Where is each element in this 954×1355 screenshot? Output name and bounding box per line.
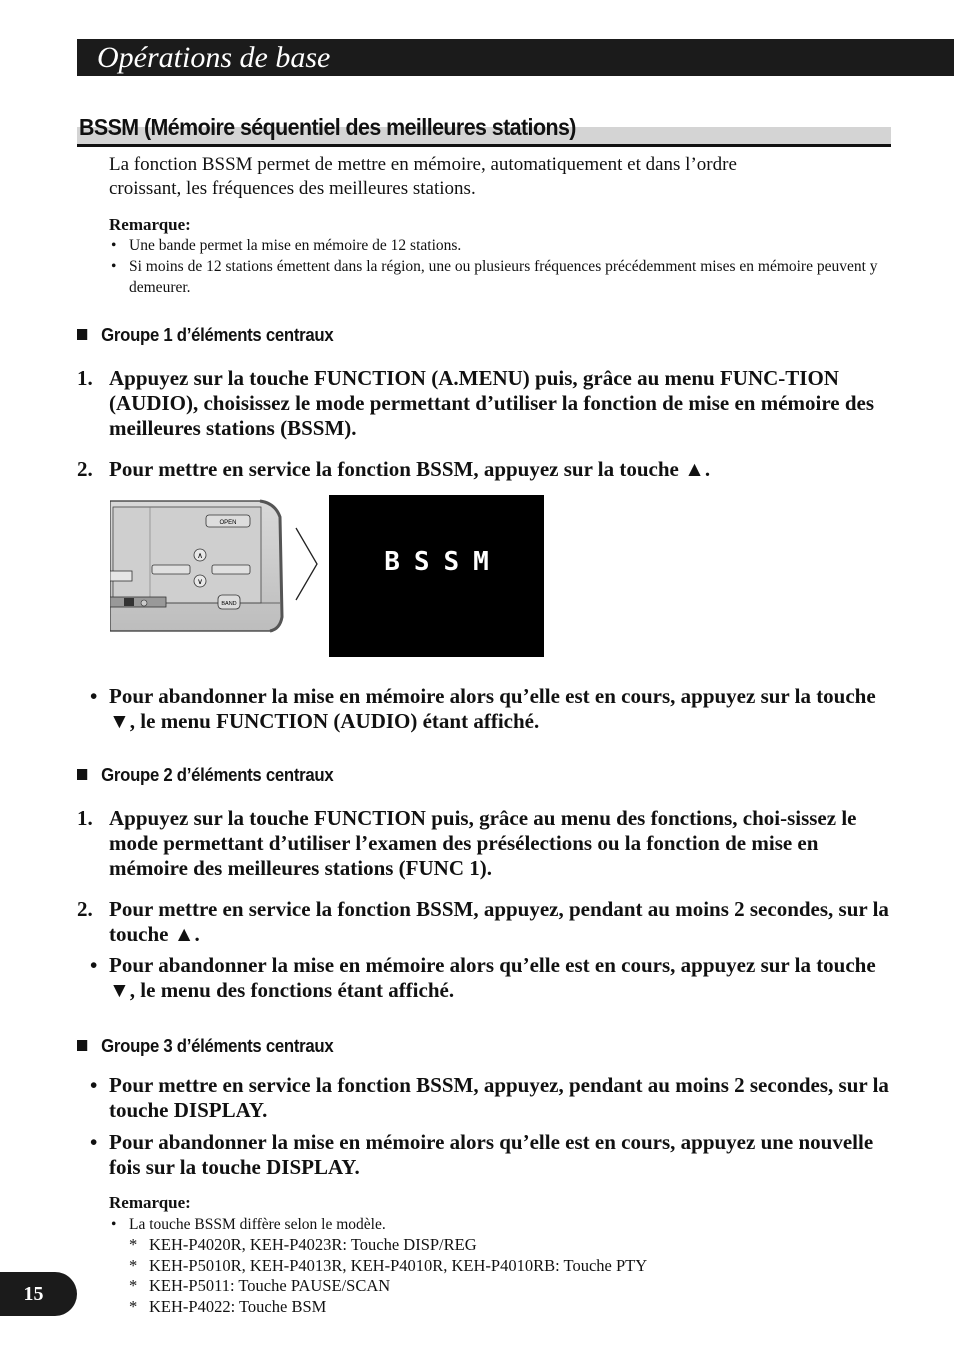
group3-bullet-2 — [77, 1130, 899, 1180]
note1-item-text: Une bande permet la mise en mémoire de 12 stations. — [129, 237, 462, 254]
model-text: KEH-P5010R, KEH-P4013R, KEH-P4010R, KEH-P4010RB: Touche PTY — [149, 1256, 648, 1275]
group1-bullet — [77, 684, 899, 734]
group2-step-1 — [77, 806, 899, 881]
bullet-mark: • — [90, 684, 98, 708]
bullet-text: Pour mettre en service la fonction BSSM, appuyez, pendant au moins 2 secondes, sur la touche DISPLAY. — [109, 1073, 889, 1122]
group2-bullet — [77, 953, 899, 1003]
step-text: Appuyez sur la touche FUNCTION puis, grâce au menu des fonctions, choi-sissez le mode permettant d’utiliser l’examen des présélections ou la fonction de mise en mémoire des meilleures stations (FUNC 1). — [109, 806, 857, 880]
group2-title: Groupe 2 d’éléments centraux — [101, 765, 334, 785]
down-button-label: ∨ — [197, 577, 203, 586]
step-text: Pour mettre en service la fonction BSSM, appuyez sur la touche ▲. — [109, 457, 711, 481]
model-line — [129, 1297, 326, 1318]
section-title: BSSM (Mémoire séquentiel des meilleures stations) — [79, 114, 576, 140]
group1-heading — [77, 325, 333, 346]
group3-bullet-1 — [77, 1073, 899, 1123]
bullet-mark: • — [90, 1073, 98, 1097]
bullet-text: Pour abandonner la mise en mémoire alors qu’elle est en cours, appuyez sur la touche ▼, le menu FUNCTION (AUDIO) étant affiché. — [109, 684, 876, 733]
asterisk-mark: * — [129, 1235, 138, 1254]
model-text: KEH-P4022: Touche BSM — [149, 1297, 327, 1316]
model-line — [129, 1235, 477, 1256]
group2-step-2 — [77, 897, 899, 947]
note1-item-text: Si moins de 12 stations émettent dans la région, une ou plusieurs fréquences précédemment mises en mémoire peuvent y demeurer. — [129, 258, 878, 296]
note1-item — [109, 236, 889, 257]
asterisk-mark: * — [129, 1256, 138, 1275]
arrow-right-icon — [295, 527, 319, 601]
note2-item — [109, 1215, 889, 1236]
up-button-label: ∧ — [197, 551, 203, 560]
page-header-title: Opérations de base — [97, 41, 331, 74]
square-bullet-icon — [77, 1040, 87, 1051]
section-heading — [77, 113, 891, 147]
square-bullet-icon — [77, 329, 87, 340]
model-text: KEH-P4020R, KEH-P4023R: Touche DISP/REG — [149, 1235, 477, 1254]
bullet-mark: • — [111, 258, 117, 275]
page-number: 15 — [23, 1283, 44, 1305]
asterisk-mark: * — [129, 1297, 138, 1316]
section-heading-rule — [77, 144, 891, 147]
band-button-label: BAND — [221, 601, 237, 607]
bullet-mark: • — [111, 237, 117, 254]
head-unit-illustration — [110, 497, 286, 633]
note1-item — [109, 257, 889, 298]
bullet-text: Pour abandonner la mise en mémoire alors qu’elle est en cours, appuyez une nouvelle fois sur la touche DISPLAY. — [109, 1130, 874, 1179]
bullet-text: Pour abandonner la mise en mémoire alors qu’elle est en cours, appuyez sur la touche ▼, le menu des fonctions étant affiché. — [109, 953, 876, 1002]
bullet-mark: • — [111, 1216, 117, 1233]
model-line — [129, 1256, 647, 1277]
step-number: 2. — [77, 457, 93, 481]
group1-step-2 — [77, 457, 899, 482]
page-number-tab — [0, 1272, 77, 1316]
bssm-display-panel — [329, 495, 544, 657]
intro-line-1: La fonction BSSM permet de mettre en mémoire, automatiquement et dans l’ordre — [109, 154, 737, 175]
note2-item-text: La touche BSSM diffère selon le modèle. — [129, 1216, 386, 1233]
model-line — [129, 1276, 390, 1297]
step-number: 1. — [77, 366, 93, 390]
step-text: Appuyez sur la touche FUNCTION (A.MENU) puis, grâce au menu FUNC-TION (AUDIO), choisissez le mode permettant d’utiliser la fonction de mise en mémoire des meilleures stations (BSSM). — [109, 366, 875, 440]
open-button-label: OPEN — [219, 520, 237, 526]
group2-heading — [77, 765, 333, 786]
group3-heading — [77, 1036, 333, 1057]
group1-step-1 — [77, 366, 899, 441]
model-text: KEH-P5011: Touche PAUSE/SCAN — [149, 1276, 391, 1295]
asterisk-mark: * — [129, 1276, 138, 1295]
intro-line-2: croissant, les fréquences des meilleures stations. — [109, 178, 476, 199]
intro-paragraph — [109, 153, 869, 201]
group1-title: Groupe 1 d’éléments centraux — [101, 325, 334, 345]
note1-heading: Remarque: — [109, 215, 191, 234]
display-readout: BSSM — [384, 547, 503, 577]
step-number: 2. — [77, 897, 93, 921]
bullet-mark: • — [90, 953, 98, 977]
group3-title: Groupe 3 d’éléments centraux — [101, 1036, 334, 1056]
header-bar — [77, 39, 954, 76]
step-number: 1. — [77, 806, 93, 830]
bullet-mark: • — [90, 1130, 98, 1154]
square-bullet-icon — [77, 769, 87, 780]
note2-heading: Remarque: — [109, 1193, 191, 1212]
step-text: Pour mettre en service la fonction BSSM, appuyez, pendant au moins 2 secondes, sur la touche ▲. — [109, 897, 889, 946]
